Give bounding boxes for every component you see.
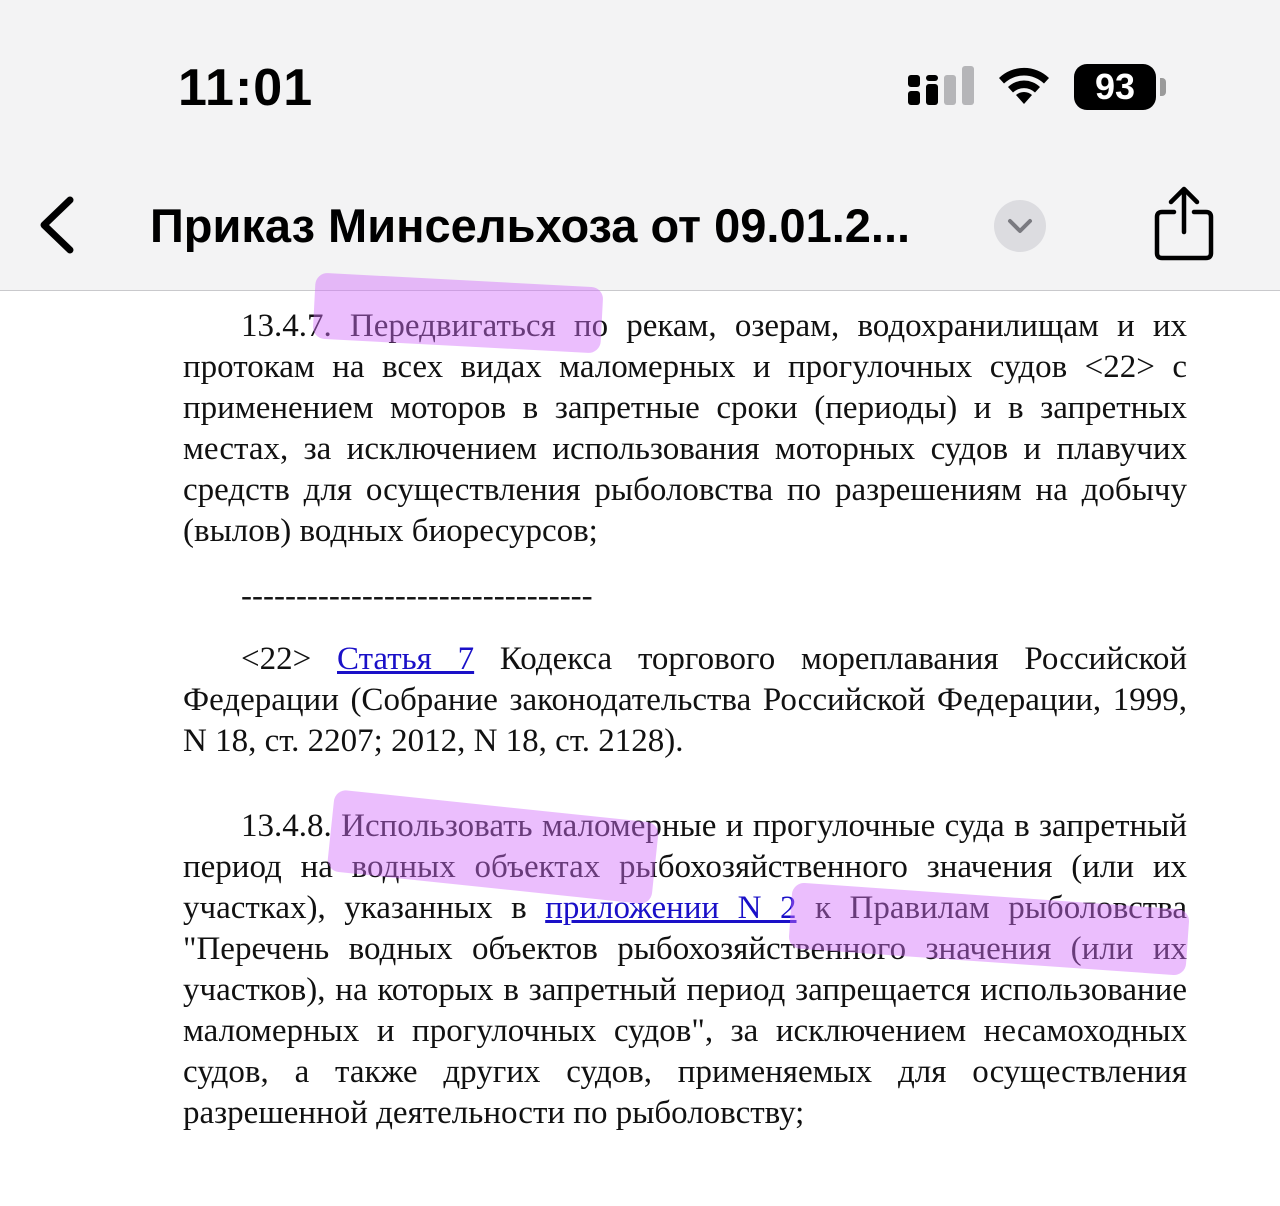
footnote-text: Кодекса торгового мореплавания Российской Федерации (Собрание законодательства Российской Федерации, 1999, N 18, ст. 2207; 2012, N 18, ст. 2128). [183, 641, 1187, 759]
article-7-link[interactable]: Статья 7 [337, 641, 475, 677]
spacer [183, 617, 1187, 639]
battery-indicator [1074, 64, 1170, 110]
footnote-22 [183, 639, 1187, 762]
share-button[interactable] [1148, 184, 1220, 264]
share-icon [1148, 184, 1220, 264]
paragraph-13-4-7: 13.4.7. Передвигаться по рекам, озерам, водохранилищам и их протокам на всех видах маломерных и прогулочных судов <22> с применением моторов в запретные сроки (периоды) и в запретных местах, за исключением использования моторных судов и плавучих средств для осуществления рыболовства по разрешениям на добычу (вылов) водных биоресурсов; [183, 308, 1187, 549]
spacer [183, 762, 1187, 806]
top-bar [0, 0, 1280, 291]
battery-cap [1160, 78, 1166, 96]
footnote-marker: <22> [241, 641, 337, 677]
status-time: 11:01 [178, 59, 314, 117]
battery-level: 93 [1094, 66, 1136, 107]
document-title[interactable]: Приказ Минсельхоза от 09.01.2... [150, 199, 911, 252]
document-body [183, 306, 1187, 1134]
title-dropdown-button[interactable] [994, 200, 1046, 252]
appendix-2-link[interactable]: приложении N 2 [545, 890, 797, 926]
paragraph-text-end: к Правилам рыболовства "Перечень водных объектов рыбохозяйственного значения (или их участков), на которых в запретный период запрещается использование маломерных и прогулочных судов", за исключением несамоходных судов, а также других судов, применяемых для осуществления разрешенной деятельности по рыболовству; [183, 890, 1188, 1131]
paragraph-13-4-8 [183, 806, 1187, 1134]
back-button[interactable] [30, 190, 90, 260]
wifi-icon [996, 64, 1052, 108]
footnote-separator: -------------------------------- [241, 578, 593, 614]
spacer [183, 552, 1187, 576]
paragraph-text-start: 13.4.8. Использовать маломерные и прогулочные суда в запретный период на водных объектах рыбохозяйственного значения (или их участках), указанных в [183, 808, 1187, 926]
cellular-signal-icon [908, 64, 976, 110]
chevron-left-icon [30, 190, 90, 260]
chevron-down-icon [1007, 215, 1033, 237]
